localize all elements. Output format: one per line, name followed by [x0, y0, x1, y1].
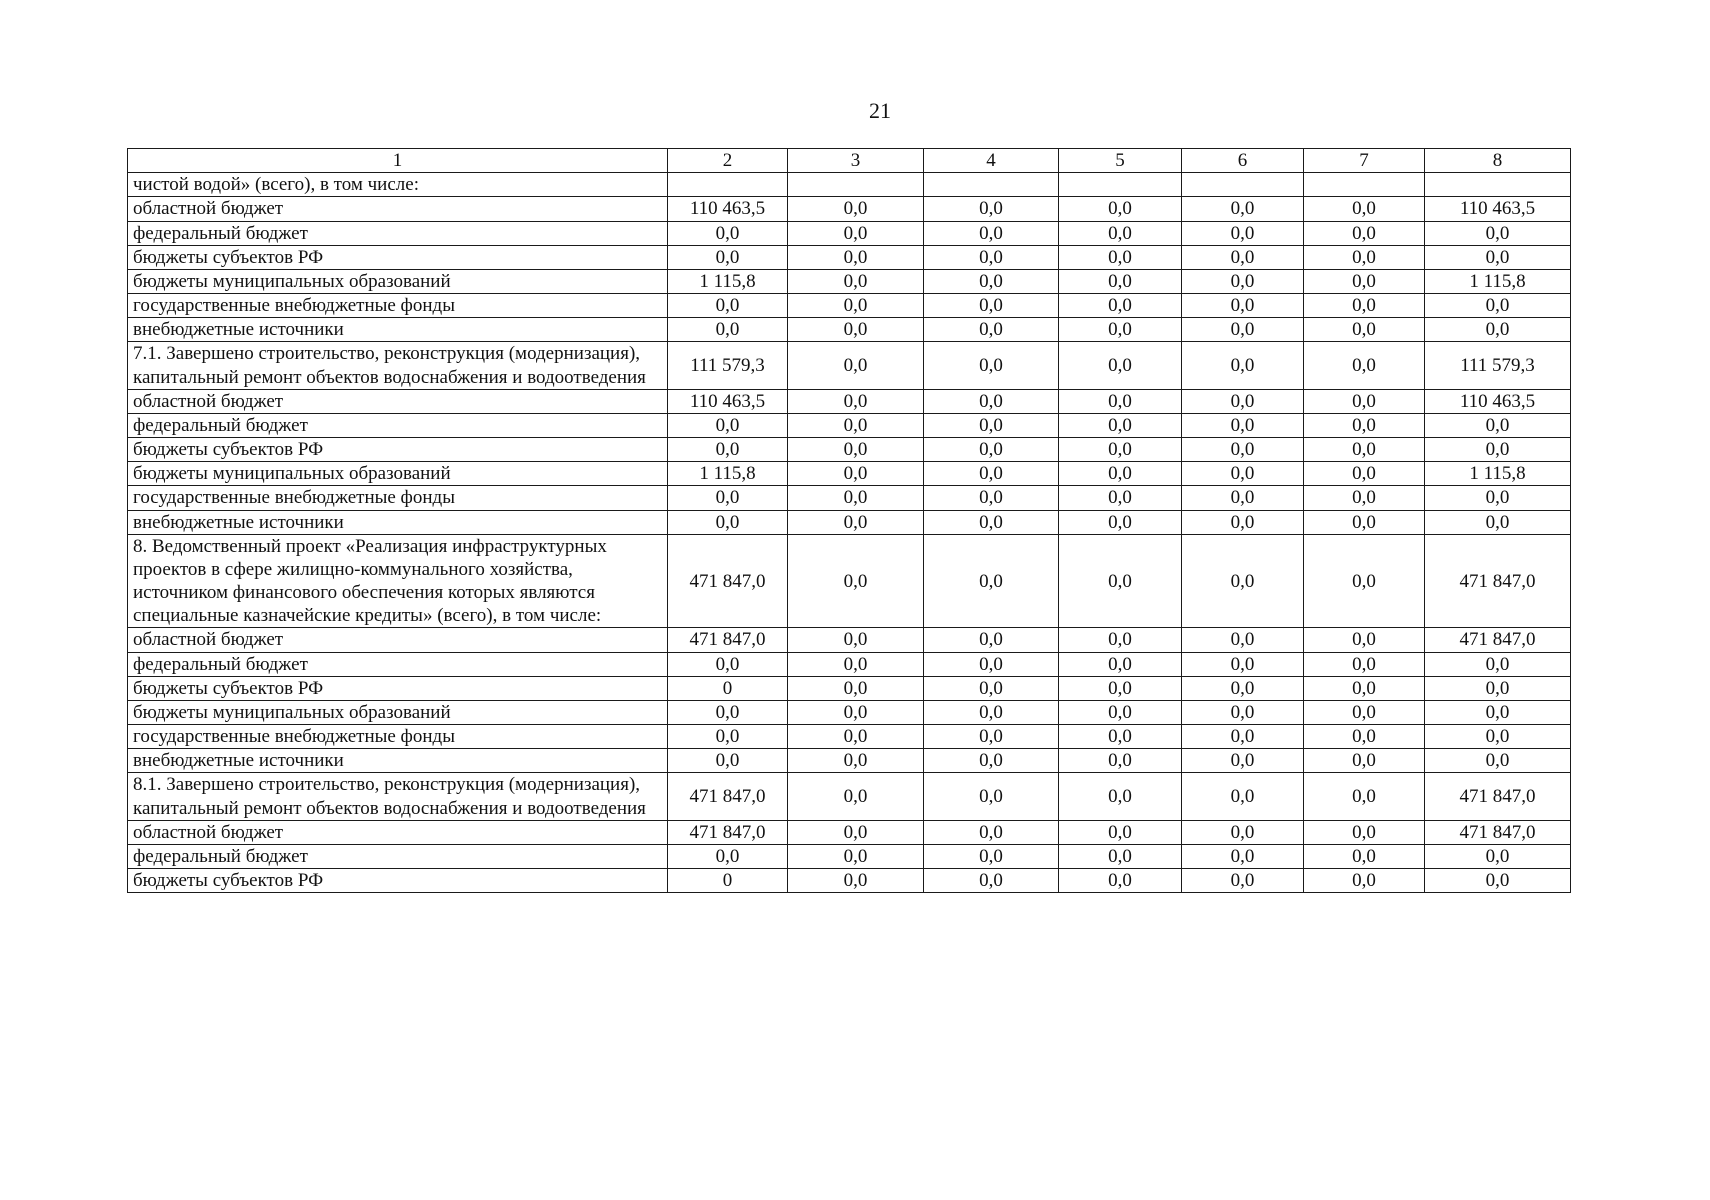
- value-cell: 0,0: [1059, 628, 1182, 652]
- value-cell: 0,0: [1425, 486, 1571, 510]
- value-cell: 0,0: [924, 438, 1059, 462]
- value-cell: 0,0: [788, 749, 924, 773]
- value-cell: 0,0: [1304, 749, 1425, 773]
- value-cell: 1 115,8: [1425, 269, 1571, 293]
- table-header: [128, 149, 1571, 173]
- table-row: [128, 628, 1571, 652]
- value-cell: 0,0: [924, 197, 1059, 221]
- value-cell: 0,0: [1425, 438, 1571, 462]
- value-cell: 0,0: [1059, 245, 1182, 269]
- value-cell: 0,0: [668, 486, 788, 510]
- value-cell: 0,0: [1182, 700, 1304, 724]
- column-header: 4: [924, 149, 1059, 173]
- value-cell: [924, 173, 1059, 197]
- value-cell: 0,0: [1425, 221, 1571, 245]
- value-cell: 0,0: [788, 389, 924, 413]
- value-cell: 0,0: [1182, 389, 1304, 413]
- value-cell: 0,0: [1304, 413, 1425, 437]
- value-cell: 111 579,3: [1425, 342, 1571, 389]
- value-cell: 0,0: [668, 652, 788, 676]
- row-label: бюджеты субъектов РФ: [128, 869, 668, 893]
- value-cell: 0,0: [1304, 628, 1425, 652]
- row-label: областной бюджет: [128, 820, 668, 844]
- value-cell: 0,0: [1304, 294, 1425, 318]
- table-row: [128, 676, 1571, 700]
- value-cell: 0,0: [788, 652, 924, 676]
- value-cell: 0,0: [924, 245, 1059, 269]
- value-cell: 110 463,5: [668, 389, 788, 413]
- value-cell: 0,0: [1059, 413, 1182, 437]
- value-cell: 0,0: [1182, 869, 1304, 893]
- value-cell: 0,0: [668, 844, 788, 868]
- value-cell: 0,0: [1182, 221, 1304, 245]
- value-cell: 0,0: [1425, 749, 1571, 773]
- budget-table: [127, 148, 1571, 893]
- value-cell: 0,0: [1059, 342, 1182, 389]
- value-cell: 0,0: [1182, 245, 1304, 269]
- row-label: бюджеты муниципальных образований: [128, 700, 668, 724]
- value-cell: 0,0: [788, 294, 924, 318]
- row-label: внебюджетные источники: [128, 749, 668, 773]
- value-cell: 0,0: [1059, 773, 1182, 820]
- value-cell: 0,0: [924, 628, 1059, 652]
- row-label: федеральный бюджет: [128, 413, 668, 437]
- value-cell: 0,0: [1059, 269, 1182, 293]
- value-cell: 0,0: [924, 820, 1059, 844]
- table-row: [128, 221, 1571, 245]
- value-cell: 0,0: [1304, 844, 1425, 868]
- column-header: 1: [128, 149, 668, 173]
- value-cell: 0,0: [668, 318, 788, 342]
- table-row: [128, 462, 1571, 486]
- value-cell: 0,0: [924, 725, 1059, 749]
- value-cell: 0,0: [1425, 652, 1571, 676]
- value-cell: 0,0: [1304, 820, 1425, 844]
- value-cell: 0: [668, 869, 788, 893]
- table-row: [128, 844, 1571, 868]
- value-cell: [1425, 173, 1571, 197]
- page-number: 21: [869, 98, 891, 123]
- value-cell: 0,0: [1059, 294, 1182, 318]
- value-cell: [1059, 173, 1182, 197]
- row-label: бюджеты субъектов РФ: [128, 438, 668, 462]
- value-cell: 0,0: [924, 294, 1059, 318]
- value-cell: 0,0: [924, 221, 1059, 245]
- value-cell: 0,0: [1425, 510, 1571, 534]
- row-label: государственные внебюджетные фонды: [128, 486, 668, 510]
- table-row: [128, 197, 1571, 221]
- value-cell: 0,0: [1304, 389, 1425, 413]
- value-cell: 0,0: [924, 676, 1059, 700]
- value-cell: 0,0: [924, 534, 1059, 628]
- value-cell: 0,0: [1059, 462, 1182, 486]
- value-cell: 0,0: [788, 676, 924, 700]
- value-cell: 0,0: [924, 318, 1059, 342]
- table-row: [128, 269, 1571, 293]
- value-cell: 110 463,5: [668, 197, 788, 221]
- table-row: [128, 486, 1571, 510]
- value-cell: 1 115,8: [668, 269, 788, 293]
- row-label: федеральный бюджет: [128, 844, 668, 868]
- value-cell: 0,0: [1425, 318, 1571, 342]
- row-label: внебюджетные источники: [128, 510, 668, 534]
- column-header: 2: [668, 149, 788, 173]
- value-cell: 0,0: [1182, 844, 1304, 868]
- table-row: [128, 749, 1571, 773]
- value-cell: 0,0: [1059, 221, 1182, 245]
- value-cell: 0,0: [788, 197, 924, 221]
- value-cell: 0,0: [788, 438, 924, 462]
- value-cell: 0,0: [1182, 318, 1304, 342]
- value-cell: 0,0: [924, 510, 1059, 534]
- column-number-row: [128, 149, 1571, 173]
- table-row: [128, 869, 1571, 893]
- value-cell: 0,0: [1182, 820, 1304, 844]
- value-cell: 0,0: [1059, 869, 1182, 893]
- table-row: [128, 773, 1571, 820]
- value-cell: 0,0: [668, 294, 788, 318]
- row-label: бюджеты субъектов РФ: [128, 676, 668, 700]
- value-cell: 0,0: [1059, 486, 1182, 510]
- value-cell: 0,0: [788, 342, 924, 389]
- value-cell: [668, 173, 788, 197]
- value-cell: 0,0: [1182, 294, 1304, 318]
- value-cell: 0,0: [924, 462, 1059, 486]
- value-cell: 0,0: [1304, 486, 1425, 510]
- table-row: [128, 413, 1571, 437]
- value-cell: 0,0: [1182, 749, 1304, 773]
- value-cell: 0,0: [1304, 725, 1425, 749]
- value-cell: 0,0: [788, 462, 924, 486]
- value-cell: 0,0: [1182, 462, 1304, 486]
- value-cell: 0,0: [1059, 197, 1182, 221]
- value-cell: 0,0: [1304, 869, 1425, 893]
- value-cell: 0,0: [1304, 221, 1425, 245]
- value-cell: 0,0: [924, 389, 1059, 413]
- value-cell: [1304, 173, 1425, 197]
- value-cell: 110 463,5: [1425, 389, 1571, 413]
- value-cell: 0,0: [1304, 197, 1425, 221]
- table-row: [128, 438, 1571, 462]
- row-label: федеральный бюджет: [128, 652, 668, 676]
- value-cell: 0,0: [924, 869, 1059, 893]
- value-cell: 0,0: [1059, 844, 1182, 868]
- value-cell: 0,0: [1059, 534, 1182, 628]
- value-cell: 471 847,0: [668, 534, 788, 628]
- column-header: 8: [1425, 149, 1571, 173]
- value-cell: 0,0: [924, 342, 1059, 389]
- value-cell: 0,0: [788, 269, 924, 293]
- table-row: [128, 820, 1571, 844]
- value-cell: 471 847,0: [668, 773, 788, 820]
- value-cell: 0,0: [1059, 652, 1182, 676]
- row-label: бюджеты муниципальных образований: [128, 462, 668, 486]
- value-cell: 471 847,0: [1425, 628, 1571, 652]
- value-cell: 1 115,8: [1425, 462, 1571, 486]
- value-cell: 0,0: [668, 749, 788, 773]
- value-cell: 0,0: [788, 486, 924, 510]
- value-cell: 0,0: [1304, 269, 1425, 293]
- table-row: [128, 294, 1571, 318]
- value-cell: 0,0: [788, 725, 924, 749]
- value-cell: 0,0: [788, 221, 924, 245]
- value-cell: 0,0: [1182, 534, 1304, 628]
- value-cell: 0,0: [1059, 700, 1182, 724]
- value-cell: 0,0: [1182, 197, 1304, 221]
- value-cell: 0,0: [1059, 389, 1182, 413]
- value-cell: 0,0: [924, 413, 1059, 437]
- row-label: областной бюджет: [128, 628, 668, 652]
- value-cell: 0,0: [924, 844, 1059, 868]
- value-cell: 111 579,3: [668, 342, 788, 389]
- row-label: 7.1. Завершено строительство, реконструкция (модернизация), капитальный ремонт объектов водоснабжения и водоотведения: [128, 342, 668, 389]
- value-cell: 1 115,8: [668, 462, 788, 486]
- value-cell: 0,0: [788, 869, 924, 893]
- value-cell: 0,0: [924, 652, 1059, 676]
- value-cell: 110 463,5: [1425, 197, 1571, 221]
- value-cell: 0,0: [1304, 534, 1425, 628]
- value-cell: 471 847,0: [1425, 773, 1571, 820]
- value-cell: 471 847,0: [668, 820, 788, 844]
- value-cell: 0,0: [788, 628, 924, 652]
- row-label: 8.1. Завершено строительство, реконструкция (модернизация), капитальный ремонт объектов водоснабжения и водоотведения: [128, 773, 668, 820]
- value-cell: 0,0: [1182, 676, 1304, 700]
- value-cell: 0,0: [668, 510, 788, 534]
- value-cell: 0,0: [1425, 725, 1571, 749]
- table-row: [128, 318, 1571, 342]
- value-cell: 0,0: [788, 245, 924, 269]
- value-cell: 0,0: [1425, 869, 1571, 893]
- value-cell: 0,0: [788, 844, 924, 868]
- value-cell: 0,0: [788, 318, 924, 342]
- value-cell: 0,0: [668, 221, 788, 245]
- row-label: бюджеты муниципальных образований: [128, 269, 668, 293]
- row-label: 8. Ведомственный проект «Реализация инфраструктурных проектов в сфере жилищно-коммунального хозяйства, источником финансового обеспечения которых являются специальные казначейские кредиты» (всего), в том числе:: [128, 534, 668, 628]
- table-row: [128, 173, 1571, 197]
- value-cell: 0,0: [1425, 844, 1571, 868]
- value-cell: 0,0: [1059, 438, 1182, 462]
- row-label: областной бюджет: [128, 197, 668, 221]
- row-label: государственные внебюджетные фонды: [128, 725, 668, 749]
- value-cell: 0,0: [1059, 820, 1182, 844]
- value-cell: 0,0: [1182, 413, 1304, 437]
- value-cell: 0,0: [788, 773, 924, 820]
- value-cell: 0,0: [788, 413, 924, 437]
- table-row: [128, 510, 1571, 534]
- row-label: внебюджетные источники: [128, 318, 668, 342]
- value-cell: 0,0: [1059, 749, 1182, 773]
- value-cell: 0,0: [668, 725, 788, 749]
- column-header: 3: [788, 149, 924, 173]
- table-row: [128, 700, 1571, 724]
- value-cell: 0,0: [1059, 676, 1182, 700]
- value-cell: 0,0: [668, 413, 788, 437]
- value-cell: 0,0: [1304, 652, 1425, 676]
- value-cell: 0,0: [1182, 628, 1304, 652]
- value-cell: 0,0: [668, 700, 788, 724]
- value-cell: 0,0: [1304, 510, 1425, 534]
- value-cell: 0,0: [1425, 700, 1571, 724]
- value-cell: 0,0: [924, 269, 1059, 293]
- value-cell: 0,0: [924, 749, 1059, 773]
- table-row: [128, 389, 1571, 413]
- value-cell: 0,0: [1304, 342, 1425, 389]
- value-cell: 0,0: [1182, 725, 1304, 749]
- value-cell: 0,0: [1059, 510, 1182, 534]
- value-cell: 471 847,0: [668, 628, 788, 652]
- value-cell: [788, 173, 924, 197]
- row-label: чистой водой» (всего), в том числе:: [128, 173, 668, 197]
- column-header: 7: [1304, 149, 1425, 173]
- column-header: 6: [1182, 149, 1304, 173]
- value-cell: 0,0: [1182, 342, 1304, 389]
- value-cell: 0,0: [1182, 269, 1304, 293]
- value-cell: 0,0: [788, 534, 924, 628]
- table-row: [128, 725, 1571, 749]
- table-row: [128, 342, 1571, 389]
- value-cell: 0,0: [1304, 773, 1425, 820]
- value-cell: 0,0: [1304, 700, 1425, 724]
- value-cell: 0,0: [1182, 438, 1304, 462]
- table-row: [128, 245, 1571, 269]
- value-cell: 0,0: [1182, 486, 1304, 510]
- value-cell: 0,0: [924, 700, 1059, 724]
- value-cell: 471 847,0: [1425, 534, 1571, 628]
- value-cell: 0,0: [1304, 438, 1425, 462]
- value-cell: 471 847,0: [1425, 820, 1571, 844]
- row-label: областной бюджет: [128, 389, 668, 413]
- value-cell: 0,0: [1425, 676, 1571, 700]
- value-cell: 0,0: [1425, 413, 1571, 437]
- value-cell: 0,0: [788, 700, 924, 724]
- value-cell: 0,0: [1304, 676, 1425, 700]
- value-cell: 0,0: [668, 438, 788, 462]
- table-body: [128, 173, 1571, 893]
- value-cell: 0,0: [1182, 773, 1304, 820]
- table-row: [128, 652, 1571, 676]
- value-cell: 0,0: [1425, 294, 1571, 318]
- value-cell: 0,0: [788, 510, 924, 534]
- value-cell: 0,0: [1304, 245, 1425, 269]
- value-cell: 0,0: [1059, 318, 1182, 342]
- value-cell: 0,0: [924, 486, 1059, 510]
- row-label: федеральный бюджет: [128, 221, 668, 245]
- value-cell: 0,0: [788, 820, 924, 844]
- table-row: [128, 534, 1571, 628]
- value-cell: 0,0: [1059, 725, 1182, 749]
- value-cell: 0: [668, 676, 788, 700]
- row-label: бюджеты субъектов РФ: [128, 245, 668, 269]
- value-cell: 0,0: [668, 245, 788, 269]
- column-header: 5: [1059, 149, 1182, 173]
- value-cell: 0,0: [924, 773, 1059, 820]
- value-cell: 0,0: [1304, 318, 1425, 342]
- value-cell: 0,0: [1304, 462, 1425, 486]
- value-cell: 0,0: [1182, 510, 1304, 534]
- value-cell: 0,0: [1425, 245, 1571, 269]
- value-cell: [1182, 173, 1304, 197]
- value-cell: 0,0: [1182, 652, 1304, 676]
- row-label: государственные внебюджетные фонды: [128, 294, 668, 318]
